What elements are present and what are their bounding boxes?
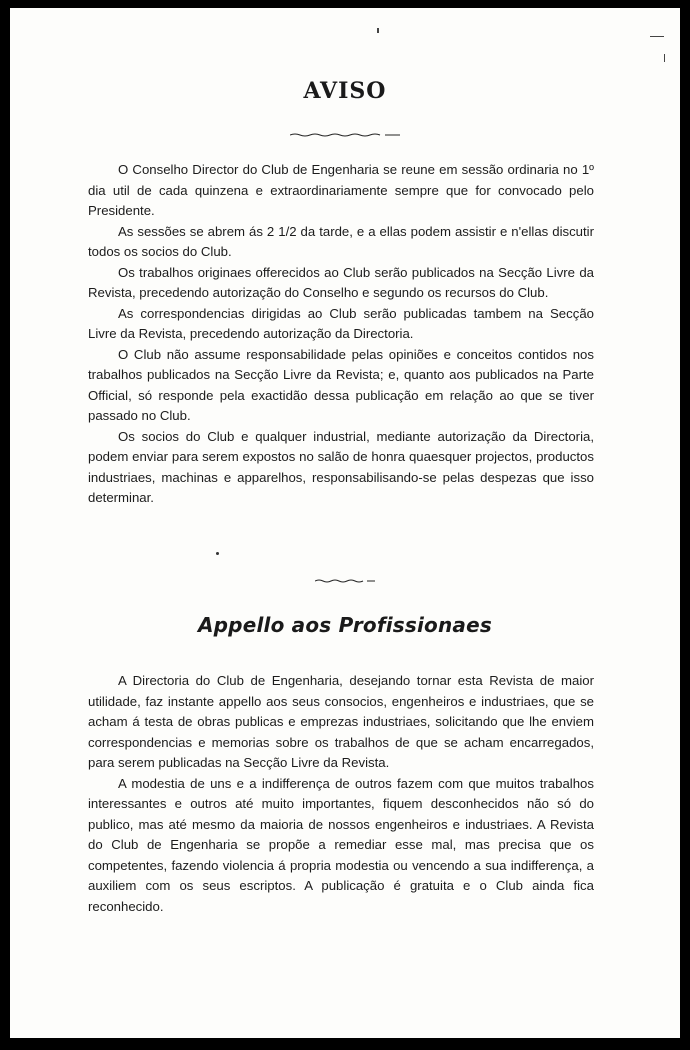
aviso-paragraph: O Club não assume responsabilidade pelas opiniões e conceitos contidos nos trabalhos publicados na Secção Livre da Revista; e, quanto aos publicados na Parte Official, só responde pela exactidão dessa publicação em relação ao que se tiver passado no Club. xyxy=(88,346,594,423)
appello-paragraph: A modestia de uns e a indifferença de outros fazem com que muitos trabalhos interessantes e outros até muito importantes, fiquem desconhecidos não só do publico, mas até mesmo da maioria de nossos engenheiros e industriaes. A Revista do Club de Engenharia se propõe a remediar esse mal, mas precisa que os competentes, fazendo violencia á propria modestia ou vencendo a sua indifferença, a auxiliem com os seus escriptos. A publicação é gratuita e o Club ainda fica reconhecido. xyxy=(88,775,594,914)
scan-mark xyxy=(664,54,665,62)
ornamental-divider xyxy=(290,132,400,138)
scan-mark xyxy=(377,28,379,33)
aviso-title: AVISO xyxy=(303,78,387,104)
aviso-paragraph: O Conselho Director do Club de Engenharia se reune em sessão ordinaria no 1º dia util de cada quinzena e extraordinariamente sempre que for convocado pelo Presidente. xyxy=(88,162,594,218)
appello-title: Appello aos Profissionaes xyxy=(197,613,492,637)
document-page xyxy=(10,8,680,1038)
aviso-paragraph: As correspondencias dirigidas ao Club serão publicadas tambem na Secção Livre da Revista, precedendo autorização da Directoria. xyxy=(88,305,594,341)
scan-mark xyxy=(650,36,664,37)
aviso-paragraph: As sessões se abrem ás 2 1/2 da tarde, e a ellas podem assistir e n'ellas discutir todos os socios do Club. xyxy=(88,223,594,259)
aviso-paragraph: Os trabalhos originaes offerecidos ao Club serão publicados na Secção Livre da Revista, precedendo autorização do Conselho e segundo os recursos do Club. xyxy=(88,264,594,300)
aviso-paragraph: Os socios do Club e qualquer industrial, mediante autorização da Directoria, podem enviar para serem expostos no salão de honra quaesquer projectos, productos industriaes, machinas e apparelhos, responsabilisando-se pelas despezas que isso determinar. xyxy=(88,428,594,505)
ink-dot xyxy=(216,552,219,555)
appello-paragraph: A Directoria do Club de Engenharia, desejando tornar esta Revista de maior utilidade, faz instante appello aos seus consocios, engenheiros e industriaes, que se acham á testa de obras publicas e emprezas industriaes, solicitando que lhe enviem correspondencias e memorias sobre os trabalhos de que se acham encarregados, para serem publicadas na Secção Livre da Revista. xyxy=(88,673,594,770)
ornamental-divider xyxy=(315,578,375,584)
appello-body xyxy=(88,671,594,917)
aviso-body xyxy=(88,160,594,509)
